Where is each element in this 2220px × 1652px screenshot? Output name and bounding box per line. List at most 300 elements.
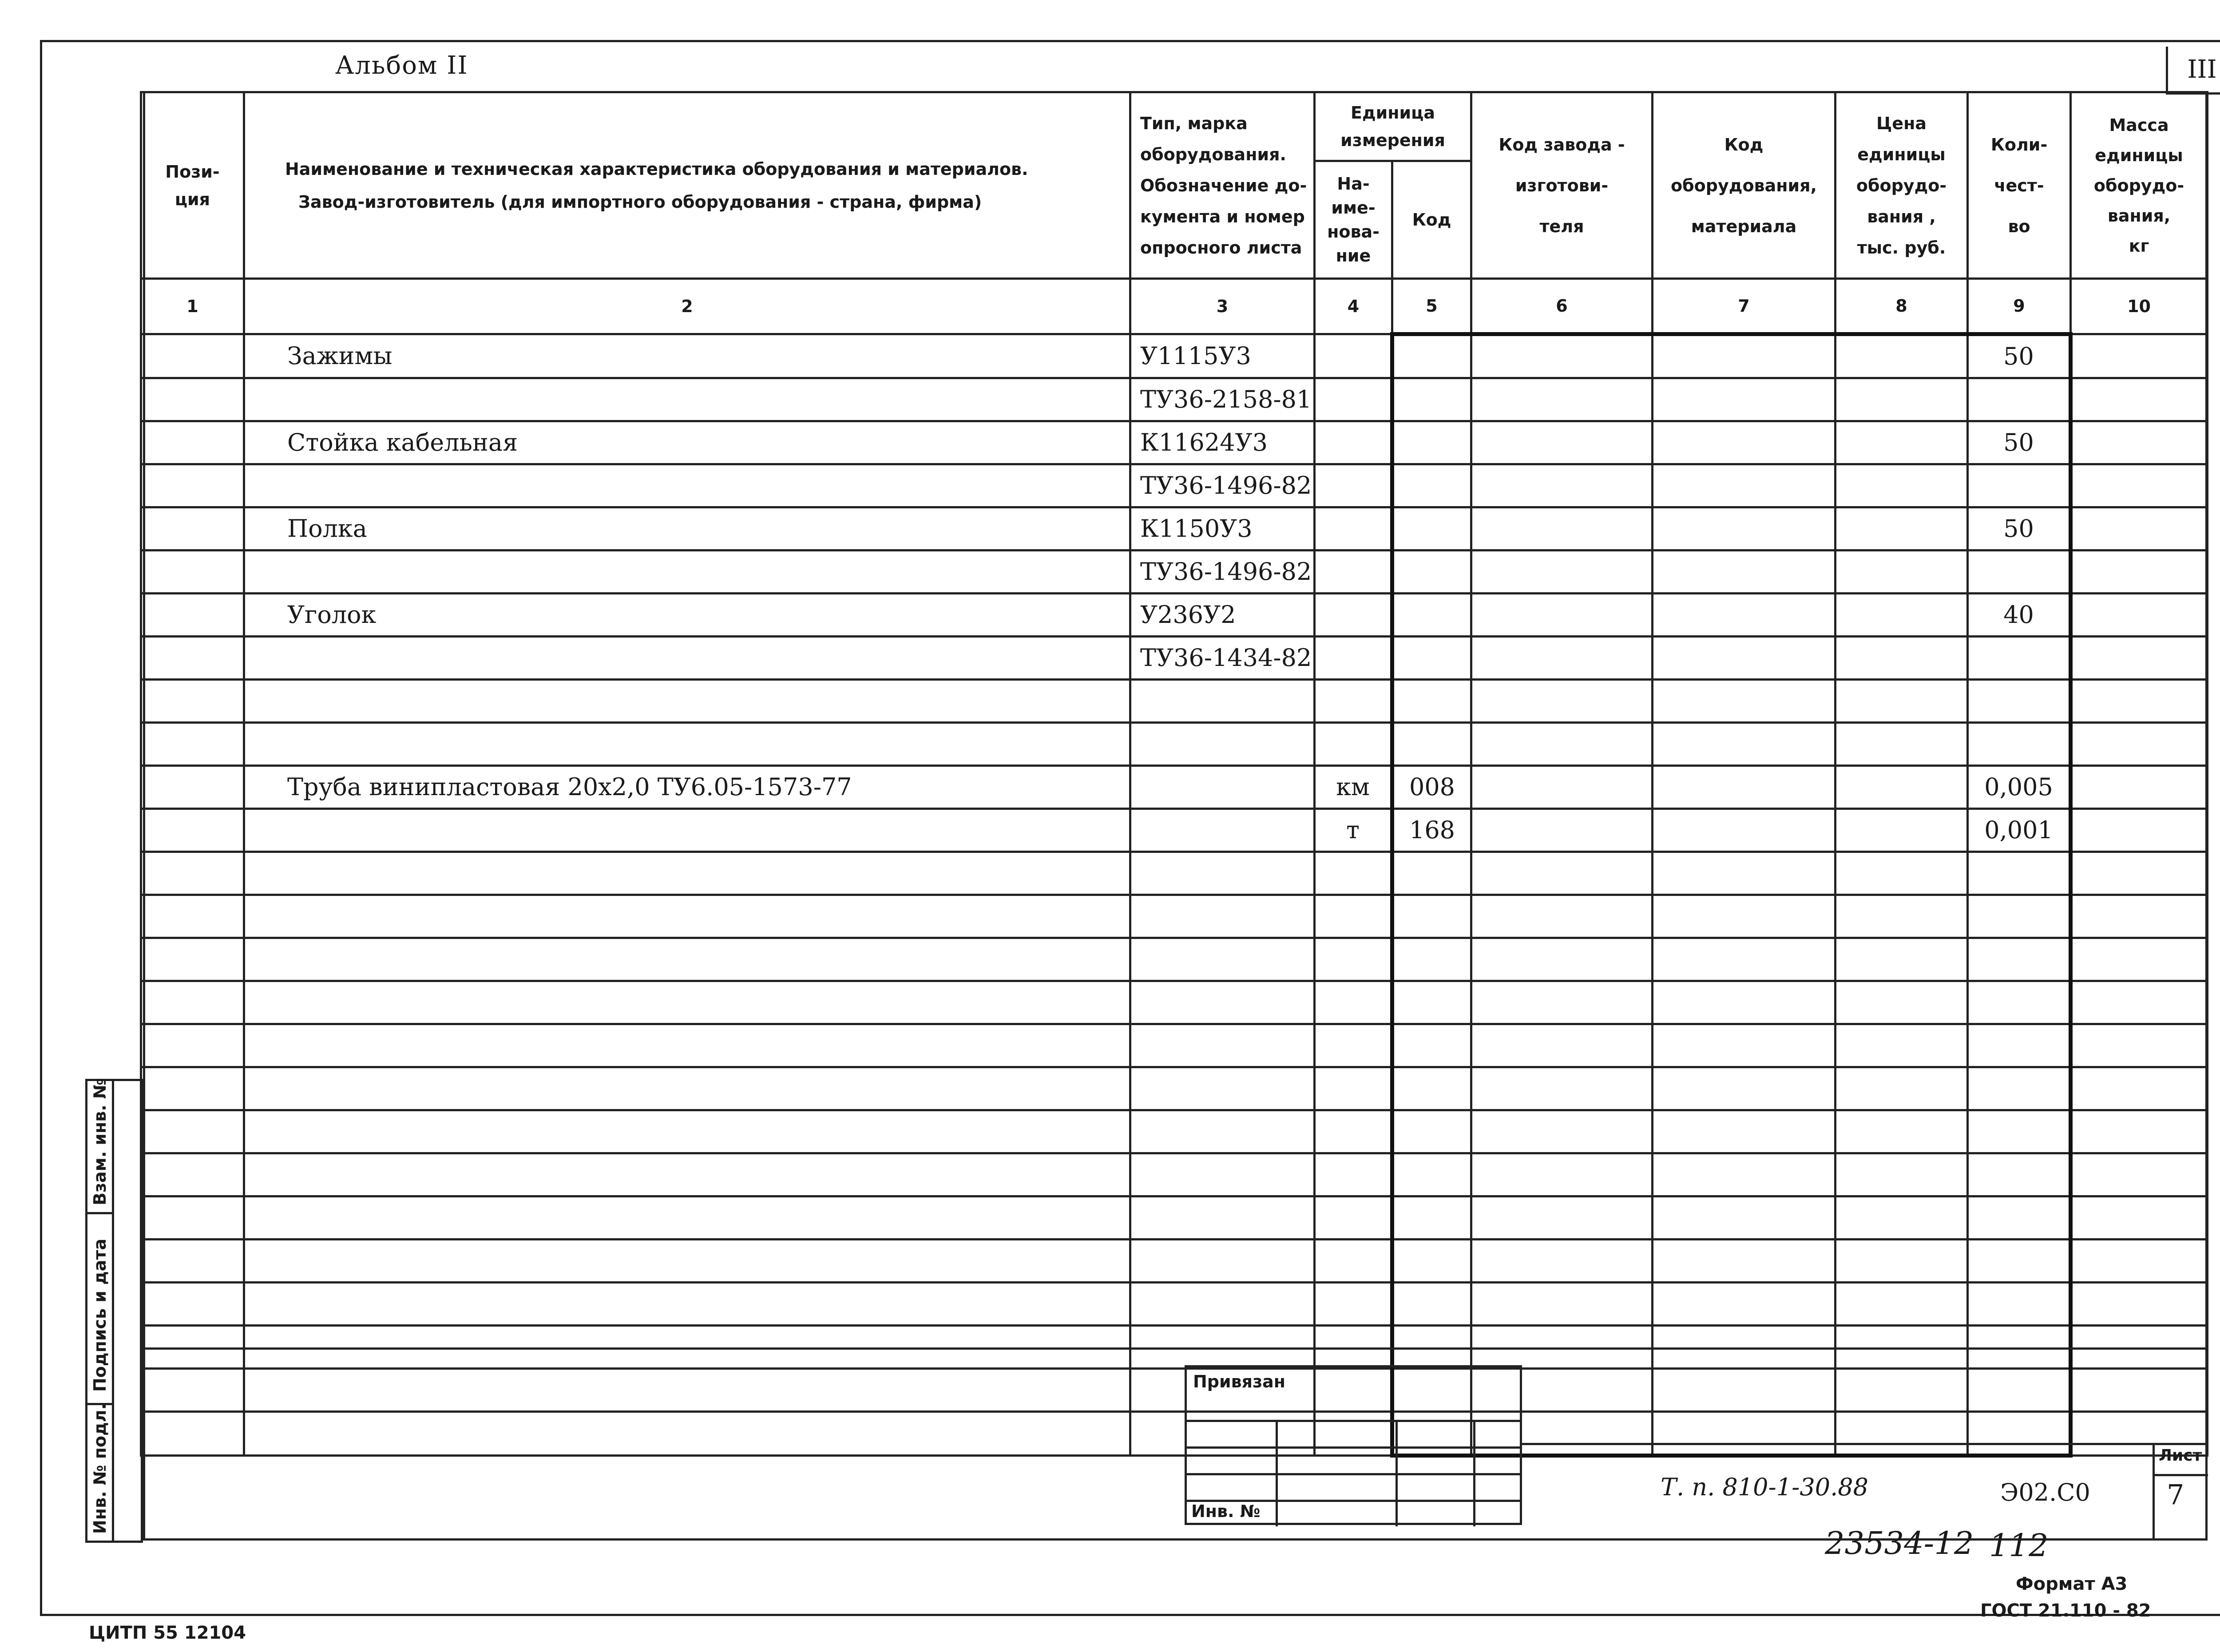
cell-col-4: [1315, 421, 1392, 464]
cell-col-3: ТУ36-1496-82: [1130, 551, 1315, 594]
cell-col-4: [1315, 852, 1392, 895]
cell-col-3: [1130, 1240, 1315, 1283]
cell-col-4: [1315, 334, 1392, 378]
table-row: [141, 1067, 2208, 1110]
table-row: [141, 981, 2208, 1024]
cell-col-8: [1835, 1196, 1968, 1240]
header-unit-code: Код: [1392, 161, 1471, 279]
cell-col-2: Стойка кабельная: [244, 421, 1130, 464]
cell-col-5: [1392, 852, 1471, 895]
cell-col-10: [2071, 594, 2208, 637]
cell-col-2: [244, 1326, 1130, 1369]
cell-col-7: [1653, 1110, 1835, 1153]
cell-col-3: [1130, 895, 1315, 938]
cell-col-6: [1471, 981, 1653, 1024]
cell-col-8: [1835, 464, 1968, 507]
cell-col-7: [1653, 334, 1835, 378]
header-position: Пози- ция: [141, 92, 244, 279]
cell-col-9: [1968, 551, 2071, 594]
sheet-number: 7: [2167, 1478, 2184, 1511]
cell-col-9: [1968, 1369, 2071, 1412]
cell-col-2: [244, 378, 1130, 421]
table-row: [141, 421, 2208, 464]
cell-col-5: 168: [1392, 809, 1471, 852]
cell-col-6: [1471, 1283, 1653, 1326]
cell-col-10: [2071, 464, 2208, 507]
cell-col-5: [1392, 680, 1471, 723]
table-row: [141, 938, 2208, 981]
cell-col-9: [1968, 1196, 2071, 1240]
cell-col-3: [1130, 938, 1315, 981]
cell-col-4: [1315, 938, 1392, 981]
cell-col-3: К1150У3: [1130, 507, 1315, 551]
cell-col-4: [1315, 1196, 1392, 1240]
cell-col-5: [1392, 1110, 1471, 1153]
cell-col-7: [1653, 1283, 1835, 1326]
cell-col-5: 008: [1392, 766, 1471, 809]
cell-col-5: [1392, 1240, 1471, 1283]
cell-col-7: [1653, 680, 1835, 723]
cell-col-10: [2071, 421, 2208, 464]
cell-col-7: [1653, 594, 1835, 637]
header-name: Наименование и техническая характеристика оборудования и материалов. Завод-изготовитель (для импортного оборудования - страна, фирма): [244, 92, 1130, 279]
col-number-6: 6: [1471, 279, 1653, 334]
cell-col-7: [1653, 421, 1835, 464]
side-stamp: [85, 1079, 143, 1543]
cell-col-1: [141, 1240, 244, 1283]
table-row: [141, 766, 2208, 809]
cell-col-2: [244, 680, 1130, 723]
cell-col-3: [1130, 852, 1315, 895]
cell-col-6: [1471, 551, 1653, 594]
table-row: [141, 723, 2208, 766]
cell-col-3: [1130, 809, 1315, 852]
cell-col-1: [141, 551, 244, 594]
cell-col-3: [1130, 723, 1315, 766]
cell-col-10: [2071, 1110, 2208, 1153]
cell-col-2: Уголок: [244, 594, 1130, 637]
cell-col-10: [2071, 680, 2208, 723]
col-number-9: 9: [1968, 279, 2071, 334]
cell-col-4: [1315, 723, 1392, 766]
cell-col-10: [2071, 334, 2208, 378]
cell-col-7: [1653, 809, 1835, 852]
col-number-2: 2: [244, 279, 1130, 334]
cell-col-8: [1835, 680, 1968, 723]
cell-col-9: 50: [1968, 507, 2071, 551]
cell-col-6: [1471, 507, 1653, 551]
cell-col-6: [1471, 1067, 1653, 1110]
cell-col-2: [244, 981, 1130, 1024]
cell-col-4: [1315, 680, 1392, 723]
cell-col-1: [141, 852, 244, 895]
cell-col-5: [1392, 594, 1471, 637]
cell-col-6: [1471, 895, 1653, 938]
cell-col-7: [1653, 1240, 1835, 1283]
table-row: [141, 1369, 2208, 1412]
cell-col-10: [2071, 766, 2208, 809]
cell-col-4: [1315, 1283, 1392, 1326]
cell-col-2: [244, 938, 1130, 981]
cell-col-9: [1968, 680, 2071, 723]
cell-col-4: [1315, 594, 1392, 637]
cell-col-5: [1392, 1283, 1471, 1326]
header-mass: Масса единицы оборудо- вания, кг: [2071, 92, 2208, 279]
cell-col-6: [1471, 464, 1653, 507]
cell-col-1: [141, 766, 244, 809]
document-code: Э02.С0: [2000, 1478, 2090, 1506]
header-plant-code: Код завода - изготови- теля: [1471, 92, 1653, 279]
cell-col-3: [1130, 1067, 1315, 1110]
cell-col-5: [1392, 637, 1471, 680]
cell-col-8: [1835, 378, 1968, 421]
cell-col-8: [1835, 1110, 1968, 1153]
cell-col-4: [1315, 551, 1392, 594]
side-sign-date: Подпись и дата: [87, 1214, 114, 1405]
cell-col-5: [1392, 1196, 1471, 1240]
cell-col-2: [244, 809, 1130, 852]
cell-col-5: [1392, 464, 1471, 507]
cell-col-3: [1130, 1024, 1315, 1067]
format-label: Формат А3: [2016, 1574, 2128, 1594]
cell-col-6: [1471, 594, 1653, 637]
cell-col-9: 0,005: [1968, 766, 2071, 809]
cell-col-3: [1130, 1110, 1315, 1153]
cell-col-3: [1130, 981, 1315, 1024]
table-row: [141, 1283, 2208, 1326]
cell-col-8: [1835, 507, 1968, 551]
cell-col-8: [1835, 1283, 1968, 1326]
cell-col-9: [1968, 464, 2071, 507]
cell-col-7: [1653, 464, 1835, 507]
col-number-1: 1: [141, 279, 244, 334]
cell-col-8: [1835, 594, 1968, 637]
cell-col-8: [1835, 1153, 1968, 1196]
cell-col-8: [1835, 723, 1968, 766]
cell-col-3: [1130, 1283, 1315, 1326]
cell-col-2: [244, 1196, 1130, 1240]
cell-col-8: [1835, 981, 1968, 1024]
table-row: [141, 464, 2208, 507]
cell-col-3: У1115У3: [1130, 334, 1315, 378]
cell-col-9: [1968, 1412, 2071, 1456]
cell-col-7: [1653, 981, 1835, 1024]
cell-col-6: [1471, 1196, 1653, 1240]
cell-col-5: [1392, 507, 1471, 551]
col-number-7: 7: [1653, 279, 1835, 334]
cell-col-2: [244, 852, 1130, 895]
col-number-10: 10: [2071, 279, 2208, 334]
header-equipment-code: Код оборудования, материала: [1653, 92, 1835, 279]
cell-col-1: [141, 1153, 244, 1196]
cell-col-2: [244, 464, 1130, 507]
cell-col-9: [1968, 1067, 2071, 1110]
cell-col-10: [2071, 938, 2208, 981]
cell-col-6: [1471, 938, 1653, 981]
table-row: [141, 334, 2208, 378]
cell-col-2: [244, 1067, 1130, 1110]
cell-col-1: [141, 421, 244, 464]
cell-col-7: [1653, 1067, 1835, 1110]
cell-col-10: [2071, 1326, 2208, 1369]
table-row: [141, 378, 2208, 421]
cell-col-9: [1968, 981, 2071, 1024]
cell-col-1: [141, 981, 244, 1024]
cell-col-1: [141, 1067, 244, 1110]
cell-col-7: [1653, 1412, 1835, 1456]
bound-block: [1185, 1365, 1522, 1525]
cell-col-5: [1392, 723, 1471, 766]
cell-col-9: [1968, 723, 2071, 766]
cell-col-3: ТУ36-2158-81: [1130, 378, 1315, 421]
sheet-corner-number: III: [2166, 47, 2220, 95]
cell-col-6: [1471, 1326, 1653, 1369]
cell-col-7: [1653, 766, 1835, 809]
cell-col-5: [1392, 938, 1471, 981]
cell-col-6: [1471, 1110, 1653, 1153]
cell-col-5: [1392, 378, 1471, 421]
cell-col-1: [141, 1283, 244, 1326]
cell-col-10: [2071, 1153, 2208, 1196]
cell-col-10: [2071, 1196, 2208, 1240]
cell-col-1: [141, 507, 244, 551]
inv-no-label: Инв. №: [1191, 1501, 1261, 1521]
cell-col-6: [1471, 334, 1653, 378]
cell-col-8: [1835, 421, 1968, 464]
cell-col-4: т: [1315, 809, 1392, 852]
cell-col-7: [1653, 507, 1835, 551]
cell-col-2: [244, 551, 1130, 594]
table-row: [141, 594, 2208, 637]
gost-label: ГОСТ 21.110 - 82: [1980, 1600, 2151, 1621]
cell-col-8: [1835, 766, 1968, 809]
cell-col-10: [2071, 1283, 2208, 1326]
cell-col-10: [2071, 1024, 2208, 1067]
cell-col-1: [141, 637, 244, 680]
cell-col-6: [1471, 680, 1653, 723]
cell-col-7: [1653, 1369, 1835, 1412]
cell-col-2: [244, 1024, 1130, 1067]
cell-col-6: [1471, 637, 1653, 680]
cell-col-7: [1653, 1153, 1835, 1196]
cell-col-9: 50: [1968, 421, 2071, 464]
cell-col-8: [1835, 895, 1968, 938]
cell-col-8: [1835, 1024, 1968, 1067]
handwritten-page: 112: [1989, 1527, 2049, 1564]
cell-col-7: [1653, 938, 1835, 981]
cell-col-8: [1835, 809, 1968, 852]
table-row: [141, 551, 2208, 594]
cell-col-2: [244, 1283, 1130, 1326]
col-number-8: 8: [1835, 279, 1968, 334]
cell-col-10: [2071, 1240, 2208, 1283]
cell-col-1: [141, 680, 244, 723]
cell-col-10: [2071, 378, 2208, 421]
cell-col-5: [1392, 1067, 1471, 1110]
cell-col-5: [1392, 895, 1471, 938]
table-row: [141, 1240, 2208, 1283]
cell-col-4: [1315, 464, 1392, 507]
right-border-line: [2205, 91, 2208, 1541]
cell-col-4: [1315, 895, 1392, 938]
cell-col-8: [1835, 551, 1968, 594]
cell-col-1: [141, 938, 244, 981]
table-row: [141, 1024, 2208, 1067]
cell-col-7: [1653, 1326, 1835, 1369]
table-row: [141, 1326, 2208, 1369]
cell-col-9: [1968, 1283, 2071, 1326]
col-number-3: 3: [1130, 279, 1315, 334]
cell-col-9: [1968, 1240, 2071, 1283]
cell-col-4: [1315, 637, 1392, 680]
cell-col-1: [141, 1326, 244, 1369]
table-row: [141, 895, 2208, 938]
bound-label: Привязан: [1193, 1372, 1286, 1391]
cell-col-1: [141, 334, 244, 378]
cell-col-3: У236У2: [1130, 594, 1315, 637]
cell-col-1: [141, 378, 244, 421]
print-code: ЦИТП 55 12104: [89, 1623, 246, 1643]
cell-col-3: [1130, 1196, 1315, 1240]
cell-col-2: [244, 723, 1130, 766]
cell-col-10: [2071, 895, 2208, 938]
cell-col-1: [141, 1369, 244, 1412]
cell-col-9: [1968, 895, 2071, 938]
cell-col-8: [1835, 1412, 1968, 1456]
cell-col-3: [1130, 1326, 1315, 1369]
cell-col-4: [1315, 1240, 1392, 1283]
cell-col-10: [2071, 809, 2208, 852]
cell-col-8: [1835, 334, 1968, 378]
cell-col-4: [1315, 378, 1392, 421]
cell-col-4: [1315, 1110, 1392, 1153]
side-replace-inv: Взам. инв. №: [87, 1081, 114, 1214]
album-label: Альбом II: [335, 51, 468, 80]
header-price: Цена единицы оборудо- вания , тыс. руб.: [1835, 92, 1968, 279]
cell-col-8: [1835, 1369, 1968, 1412]
cell-col-2: Зажимы: [244, 334, 1130, 378]
cell-col-2: Полка: [244, 507, 1130, 551]
cell-col-5: [1392, 1153, 1471, 1196]
cell-col-6: [1471, 1240, 1653, 1283]
cell-col-1: [141, 895, 244, 938]
cell-col-8: [1835, 1240, 1968, 1283]
cell-col-4: км: [1315, 766, 1392, 809]
cell-col-10: [2071, 1369, 2208, 1412]
cell-col-10: [2071, 551, 2208, 594]
cell-col-2: [244, 1369, 1130, 1412]
cell-col-9: 40: [1968, 594, 2071, 637]
cell-col-1: [141, 723, 244, 766]
cell-col-1: [141, 1110, 244, 1153]
cell-col-7: [1653, 723, 1835, 766]
cell-col-7: [1653, 551, 1835, 594]
cell-col-7: [1653, 852, 1835, 895]
header-unit-name: На- име- нова- ние: [1315, 161, 1392, 279]
cell-col-4: [1315, 1326, 1392, 1369]
cell-col-9: [1968, 637, 2071, 680]
cell-col-4: [1315, 1153, 1392, 1196]
cell-col-6: [1471, 1153, 1653, 1196]
table-row: [141, 507, 2208, 551]
cell-col-9: 0,001: [1968, 809, 2071, 852]
cell-col-3: [1130, 1153, 1315, 1196]
cell-col-3: [1130, 680, 1315, 723]
cell-col-4: [1315, 981, 1392, 1024]
cell-col-5: [1392, 1024, 1471, 1067]
cell-col-9: [1968, 1326, 2071, 1369]
table-row: [141, 1153, 2208, 1196]
specification-table: [140, 91, 2208, 1458]
cell-col-1: [141, 594, 244, 637]
cell-col-4: [1315, 1067, 1392, 1110]
cell-col-2: [244, 1412, 1130, 1456]
table-row: [141, 1196, 2208, 1240]
cell-col-3: К11624У3: [1130, 421, 1315, 464]
table-row: [141, 680, 2208, 723]
cell-col-5: [1392, 981, 1471, 1024]
cell-col-10: [2071, 723, 2208, 766]
cell-col-1: [141, 1024, 244, 1067]
cell-col-7: [1653, 895, 1835, 938]
cell-col-7: [1653, 1024, 1835, 1067]
cell-col-2: [244, 895, 1130, 938]
cell-col-2: [244, 1153, 1130, 1196]
cell-col-6: [1471, 723, 1653, 766]
cell-col-8: [1835, 1067, 1968, 1110]
cell-col-6: [1471, 852, 1653, 895]
cell-col-3: ТУ36-1434-82: [1130, 637, 1315, 680]
cell-col-10: [2071, 1067, 2208, 1110]
handwritten-number: 23534-12: [1825, 1525, 1974, 1561]
cell-col-9: [1968, 852, 2071, 895]
cell-col-1: [141, 809, 244, 852]
cell-col-6: [1471, 1024, 1653, 1067]
col-number-4: 4: [1315, 279, 1392, 334]
header-quantity: Коли- чест- во: [1968, 92, 2071, 279]
cell-col-10: [2071, 981, 2208, 1024]
table-row: [141, 852, 2208, 895]
table-row: [141, 1412, 2208, 1456]
cell-col-9: 50: [1968, 334, 2071, 378]
table-row: [141, 637, 2208, 680]
cell-col-2: Труба винипластовая 20х2,0 ТУ6.05-1573-77: [244, 766, 1130, 809]
cell-col-5: [1392, 421, 1471, 464]
col-number-5: 5: [1392, 279, 1471, 334]
cell-col-9: [1968, 1024, 2071, 1067]
cell-col-7: [1653, 378, 1835, 421]
cell-col-10: [2071, 507, 2208, 551]
cell-col-6: [1471, 809, 1653, 852]
left-border-line: [143, 91, 145, 1541]
cell-col-8: [1835, 852, 1968, 895]
sheet-label: Лист: [2159, 1446, 2202, 1465]
cell-col-8: [1835, 938, 1968, 981]
cell-col-6: [1471, 766, 1653, 809]
header-type: Тип, марка оборудования. Обозначение до- кумента и номер опросного листа: [1130, 92, 1315, 279]
cell-col-8: [1835, 637, 1968, 680]
cell-col-6: [1471, 378, 1653, 421]
side-orig-inv: Инв. № подл.: [87, 1405, 114, 1541]
cell-col-1: [141, 1412, 244, 1456]
cell-col-8: [1835, 1326, 1968, 1369]
cell-col-1: [141, 464, 244, 507]
cell-col-2: [244, 637, 1130, 680]
table-row: [141, 809, 2208, 852]
cell-col-4: [1315, 507, 1392, 551]
cell-col-10: [2071, 852, 2208, 895]
cell-col-9: [1968, 1110, 2071, 1153]
